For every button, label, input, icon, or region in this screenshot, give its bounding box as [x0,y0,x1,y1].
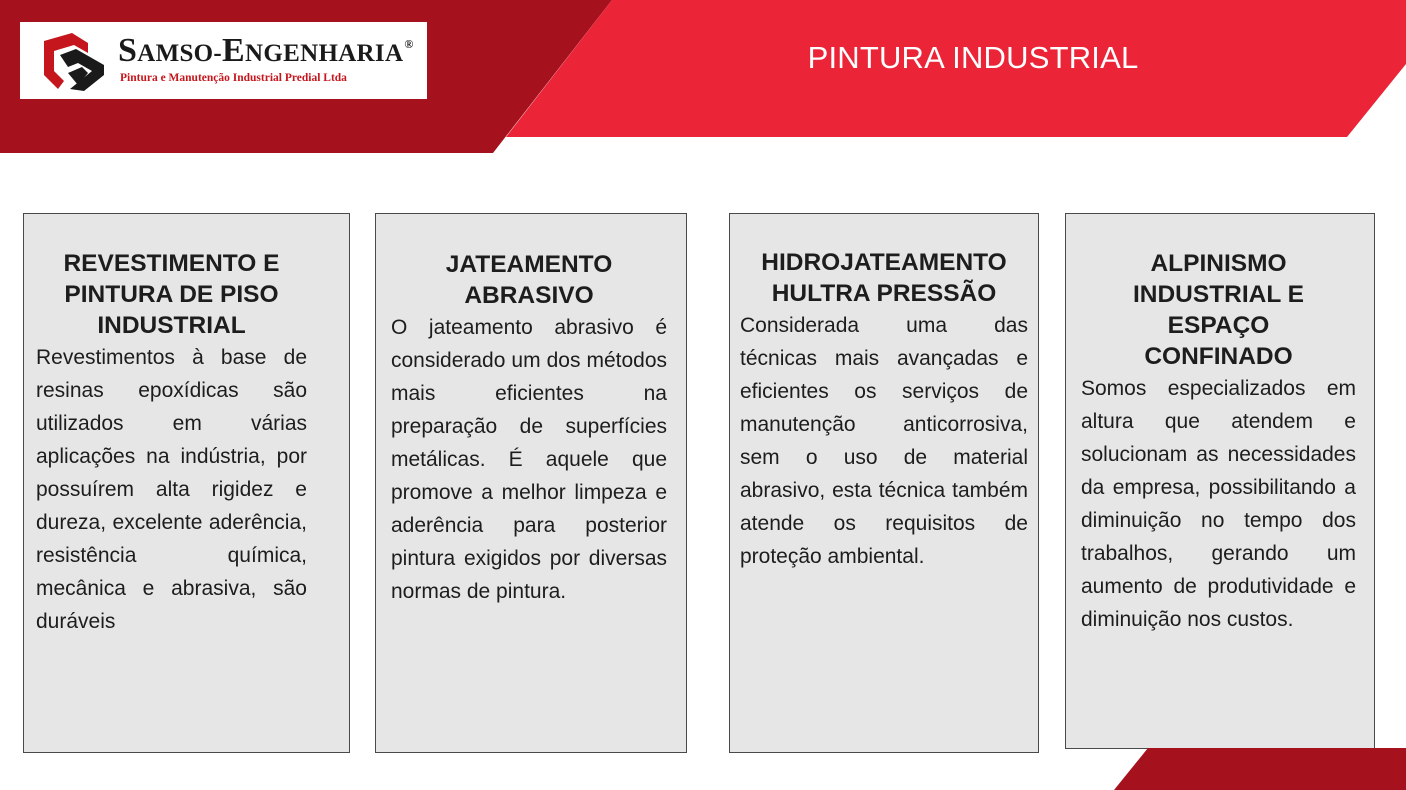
card-title: ALPINISMO INDUSTRIAL E ESPAÇO CONFINADO [1132,250,1305,370]
logo-name-part: AMSO- [137,40,223,67]
card-title: JATEAMENTO ABRASIVO [445,251,613,309]
corner-decoration [1100,748,1406,790]
service-card-piso [23,213,350,753]
card-body: Revestimentos à base de resinas epoxídicas são utilizados em várias aplicações na indústria, por possuírem alta rigidez e dureza, excelente aderência, resistência química, mecânica e abrasiva, são duráveis [36,346,307,633]
card-body: Somos especializados em altura que atendem e solucionam as necessidades da empresa, possibilitando a diminuição no tempo dos trabalhos, gerando um aumento de produtividade e diminuição nos custos. [1081,377,1356,631]
service-card-hidrojateamento [729,213,1039,753]
service-card-jateamento [375,213,687,753]
card-title: HIDROJATEAMENTO HULTRA PRESSÃO [761,249,1007,307]
card-body: Considerada uma das técnicas mais avançadas e eficientes os serviços de manutenção anticorrosiva, sem o uso de material abrasivo, esta técnica também atende os requisitos de proteção ambiental. [740,314,1028,568]
page-title: PINTURA INDUSTRIAL [807,40,1139,75]
logo-company-name [118,34,414,68]
samso-logo-mark-icon [38,27,110,97]
logo-name-part: E [222,32,246,69]
company-logo [20,22,427,99]
service-card-alpinismo [1065,213,1375,749]
logo-name-part: S [118,32,138,69]
registered-mark: ® [404,37,414,51]
logo-name-part: NGENHARIA [245,40,404,67]
card-title: REVESTIMENTO E PINTURA DE PISO INDUSTRIAL [63,250,280,339]
card-body: O jateamento abrasivo é considerado um dos métodos mais eficientes na preparação de superfícies metálicas. É aquele que promove a melhor limpeza e aderência para posterior pintura exigidos por diversas normas de pintura. [391,316,667,603]
logo-tagline: Pintura e Manutenção Industrial Predial Ltda [120,72,347,84]
